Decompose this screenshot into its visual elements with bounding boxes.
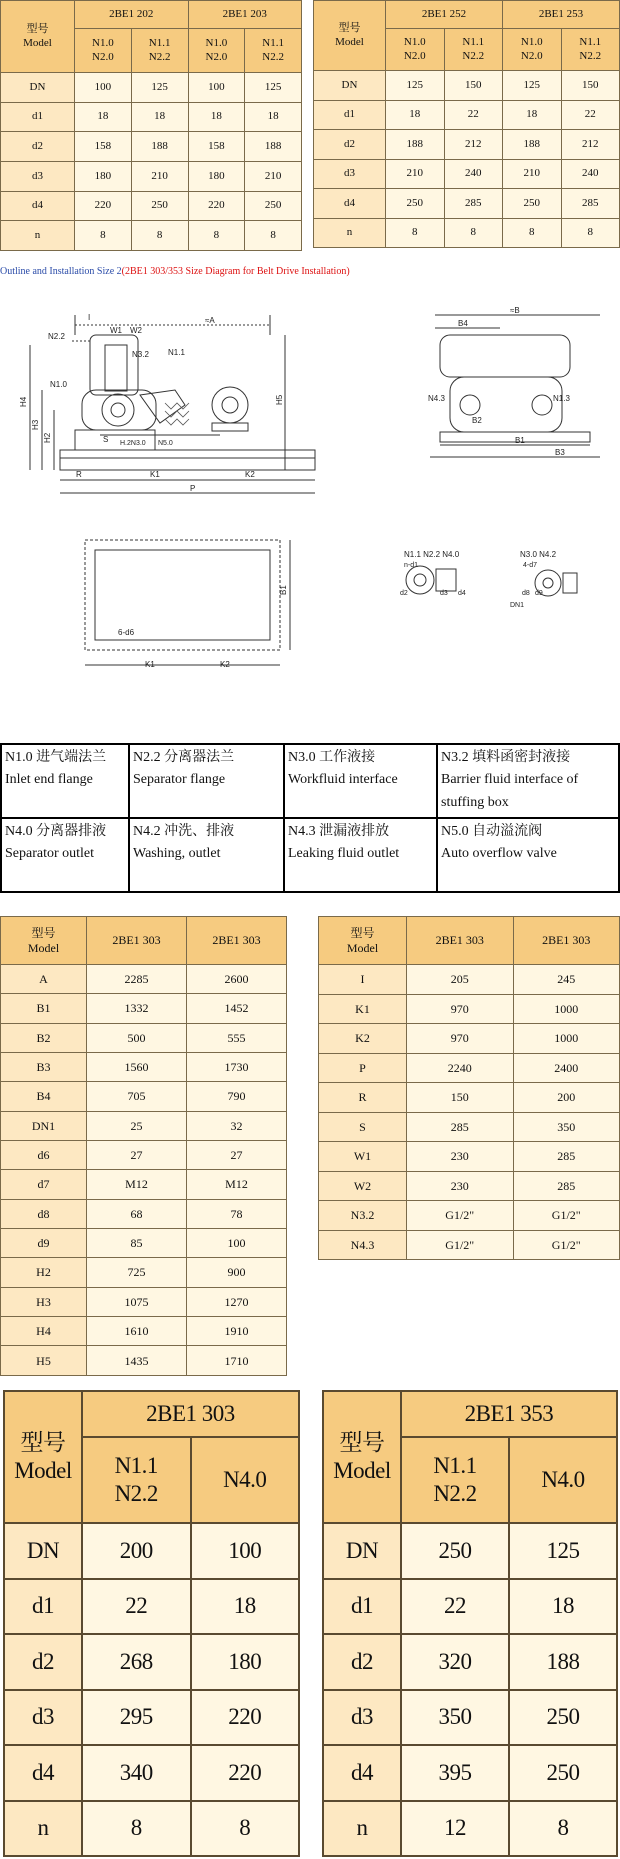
dim-k1: K1 [150,470,160,479]
dim-p: P [190,484,196,493]
table-row: K2 970 1000 [319,1024,620,1054]
sub-header: N4.0 [191,1437,300,1523]
table-row: d1 18 22 18 22 [314,100,620,130]
dim-h4: H4 [19,396,28,407]
group-header: 2BE1 353 [401,1391,617,1437]
caption-en: Outline and Installation Size 2 [0,266,122,277]
label-6d6: 6-d6 [118,628,135,637]
table-row: d7 M12 M12 [1,1170,287,1199]
label-n22: N2.2 [48,332,65,341]
legend-row [1,818,619,892]
dim-k1-plan: K1 [145,660,155,669]
table-row: n 8 8 8 8 [1,221,302,251]
label-n32: N3.2 [132,350,149,359]
label-n10: N1.0 [50,380,67,389]
label-n11: N1.1 [168,348,185,357]
col-header: 2BE1 303 [407,917,514,965]
table-row: d4 395 250 [323,1745,617,1801]
label-w1: W1 [110,326,122,335]
table-row: d3 350 250 [323,1690,617,1746]
dim-k2-plan: K2 [220,660,230,669]
model-header: 型号 Model [314,1,386,71]
label-d9: d9 [535,590,543,597]
table-2be1-252-253 [313,0,620,248]
table-row: n 12 8 [323,1801,617,1857]
table-dimensions-a-h5 [0,916,287,1376]
side-view [428,306,600,457]
label-d4: d4 [458,590,466,597]
legend-n50: N5.0 自动溢流阀 Auto overflow valve [437,818,619,892]
outline-drawing [0,295,620,735]
table-row: N3.2 G1/2" G1/2" [319,1201,620,1231]
table-row: DN 200 100 [4,1523,299,1579]
table-row: H2 725 900 [1,1258,287,1287]
table-row: B2 500 555 [1,1023,287,1052]
dim-h2: H2 [43,432,52,443]
dim-b4: B4 [458,319,468,328]
label-dn1: DN1 [510,602,525,609]
label-d3: d3 [440,590,448,597]
table-row: P 2240 2400 [319,1053,620,1083]
sub-header: N1.1 N2.2 [561,29,620,71]
dim-r: R [76,470,82,479]
dim-i: I [88,313,91,322]
model-header: 型号 Model [319,917,407,965]
table-row: d4 340 220 [4,1745,299,1801]
label-w2: W2 [130,326,142,335]
dim-b1-plan: B1 [279,585,288,595]
sub-header: N4.0 [509,1437,617,1523]
dim-b3: B3 [555,448,565,457]
table-row: H4 1610 1910 [1,1317,287,1346]
label-n50: N5.0 [158,440,173,447]
table-row: d6 27 27 [1,1141,287,1170]
legend-row [1,744,619,818]
legend-n10: N1.0 进气端法兰 Inlet end flange [1,744,129,818]
table-row: d2 188 212 188 212 [314,130,620,160]
legend-n32: N3.2 填料函密封液接 Barrier fluid interface of stuffing box [437,744,619,818]
table-row: DN1 25 32 [1,1111,287,1140]
table-row: d3 295 220 [4,1690,299,1746]
label-flange-right: N3.0 N4.2 [520,550,557,559]
table-row: d2 158 188 158 188 [1,132,302,162]
model-header: 型号 Model [1,1,75,73]
table-row: d3 210 240 210 240 [314,159,620,189]
label-nd1: n-d1 [404,562,419,569]
dim-h5: H5 [275,394,284,405]
table-row: DN 100 125 100 125 [1,73,302,103]
sub-header: N1.1 N2.2 [401,1437,509,1523]
sub-header: N1.1 N2.2 [131,29,188,73]
port-legend [0,743,620,891]
table-2be1-303-flanges [3,1390,300,1857]
sub-header: N1.1 N2.2 [82,1437,191,1523]
table-row: DN 125 150 125 150 [314,71,620,101]
sub-header: N1.0 N2.0 [503,29,562,71]
table-row: N4.3 G1/2" G1/2" [319,1230,620,1260]
table-row: B1 1332 1452 [1,994,287,1023]
dim-b2: B2 [472,416,482,425]
label-n43: N4.3 [428,394,445,403]
sub-header: N1.0 N2.0 [188,29,245,73]
legend-n22: N2.2 分离器法兰 Separator flange [129,744,284,818]
sub-header: N1.1 N2.2 [245,29,302,73]
table-row: H3 1075 1270 [1,1287,287,1316]
dim-a: ≈A [205,316,215,325]
legend-n43: N4.3 泄漏液排放 Leaking fluid outlet [284,818,437,892]
table-row: W1 230 285 [319,1142,620,1172]
label-h2n30: H.2N3.0 [120,440,146,447]
table-row: d2 268 180 [4,1634,299,1690]
table-row: d4 250 285 250 285 [314,189,620,219]
table-row: S 285 350 [319,1112,620,1142]
group-header: 2BE1 303 [82,1391,299,1437]
model-header: 型号 Model [323,1391,401,1523]
label-d8: d8 [522,590,530,597]
table-row: DN 250 125 [323,1523,617,1579]
group-header: 2BE1 252 [386,1,503,29]
table-row: d4 220 250 220 250 [1,191,302,221]
table-row: d1 18 18 18 18 [1,102,302,132]
table-row: n 8 8 8 8 [314,218,620,248]
table-row: R 150 200 [319,1083,620,1113]
label-d2: d2 [400,590,408,597]
dim-h3: H3 [31,419,40,430]
table-row: I 205 245 [319,965,620,995]
label-flange-left: N1.1 N2.2 N4.0 [404,550,460,559]
col-header: 2BE1 303 [87,917,187,965]
diagram-caption [0,266,620,280]
table-dimensions-i-n43 [318,916,620,1260]
dim-b: ≈B [510,306,520,315]
table-row: d3 180 210 180 210 [1,161,302,191]
dim-k2: K2 [245,470,255,479]
group-header: 2BE1 253 [503,1,620,29]
sub-header: N1.0 N2.0 [75,29,132,73]
table-row: d1 22 18 [4,1579,299,1635]
legend-n42: N4.2 冲洗、排液 Washing, outlet [129,818,284,892]
front-view [19,313,315,493]
table-row: H5 1435 1710 [1,1346,287,1376]
table-row: d2 320 188 [323,1634,617,1690]
label-n13: N1.3 [553,394,570,403]
legend-n40: N4.0 分离器排液 Separator outlet [1,818,129,892]
table-row: B3 1560 1730 [1,1053,287,1082]
table-row: d8 68 78 [1,1199,287,1228]
group-header: 2BE1 202 [75,1,189,29]
plan-view [85,540,290,669]
table-2be1-353-flanges [322,1390,618,1857]
col-header: 2BE1 303 [187,917,287,965]
dim-b1: B1 [515,436,525,445]
sub-header: N1.0 N2.0 [386,29,445,71]
table-row: d9 85 100 [1,1229,287,1258]
table-row: n 8 8 [4,1801,299,1857]
label-4d7: 4-d7 [523,562,538,569]
col-header: 2BE1 303 [513,917,620,965]
flange-detail-right [510,550,577,609]
group-header: 2BE1 203 [188,1,302,29]
table-row: B4 705 790 [1,1082,287,1111]
sub-header: N1.1 N2.2 [444,29,503,71]
legend-n30: N3.0 工作液接 Workfluid interface [284,744,437,818]
table-row: A 2285 2600 [1,965,287,994]
model-header: 型号 Model [1,917,87,965]
caption-cn: (2BE1 303/353 Size Diagram for Belt Drive Installation) [121,266,350,277]
table-row: d1 22 18 [323,1579,617,1635]
model-header: 型号 Model [4,1391,82,1523]
table-row: W2 230 285 [319,1171,620,1201]
flange-detail-left [400,550,466,597]
table-row: K1 970 1000 [319,994,620,1024]
label-s: S [103,435,109,444]
table-2be1-202-203 [0,0,302,251]
